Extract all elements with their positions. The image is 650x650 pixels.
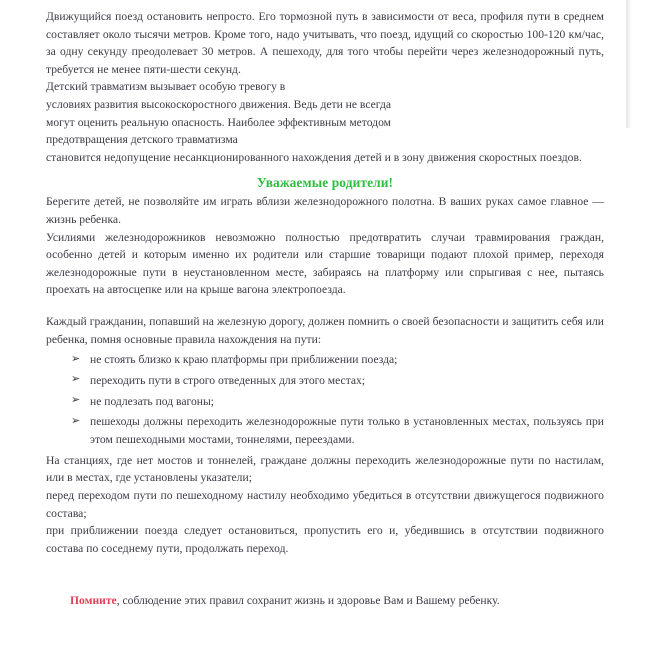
document-body (46, 8, 604, 610)
paragraph-child-injury-tail: становится недопущение несанкционированного нахождения детей и в зону движения скоростных поездов. (46, 150, 582, 164)
list-item (46, 372, 604, 390)
arrow-bullet-icon: ➢ (71, 373, 81, 386)
paragraph-child-injury-narrow: условиях развития высокоскоростного движения. Ведь дети не всегда могут оценить реальную опасность. Наиболее эффективным методом предотвращения детского травматизма (46, 97, 391, 147)
list-item-label: переходить пути в строго отведенных для этого местах; (90, 373, 366, 387)
list-item (46, 393, 604, 411)
paragraph-train-braking: Движущийся поезд остановить непросто. Его тормозной путь в зависимости от веса, профиля пути в среднем составляет около тысячи метров. Кроме того, надо учитывать, что поезд, идущий со скоростью 100-120 км/час, за одну секунду преодолевает 30 метров. А пешеходу, для того чтобы перейти через железнодорожный путь, требуется не менее пяти-шести секунд. (46, 10, 604, 76)
list-item-label: не стоять близко к краю платформы при приближении поезда; (90, 353, 398, 367)
paragraph-child-injury-line1: Детский травматизм вызывает особую тревогу в (46, 80, 286, 94)
paragraph-train-approaching: при приближении поезда следует остановиться, пропустить его и, убедившись в отсутствии подвижного состава по соседнему пути, продолжать переход. (46, 524, 604, 555)
arrow-bullet-icon: ➢ (71, 352, 81, 365)
list-item (46, 351, 604, 369)
closing-rest: , соблюдение этих правил сохранит жизнь и здоровье Вам и Вашему ребенку. (116, 594, 500, 608)
list-item-label: не подлезать под вагоны; (90, 394, 214, 408)
closing-statement (46, 592, 604, 610)
paragraph-protect-children: Берегите детей, не позволяйте им играть вблизи железнодорожного полотна. В ваших руках самое главное — жизнь ребенка. (46, 195, 604, 226)
paragraph-before-crossing: перед переходом пути по пешеходному настилу необходимо убедиться в отсутствии движущегося подвижного состава; (46, 489, 604, 520)
spacer (46, 557, 604, 591)
paragraph-every-citizen: Каждый гражданин, попавший на железную дорогу, должен помнить о своей безопасности и защитить себя или ребенка, помня основные правила нахождения на пути: (46, 314, 604, 346)
rules-list (46, 351, 604, 449)
scrollbar-edge-shadow (628, 0, 632, 128)
list-item (46, 413, 604, 448)
paragraph-stations-no-bridges: На станциях, где нет мостов и тоннелей, граждане должны переходить железнодорожные пути по настилам, или в местах, где установлены указатели; (46, 453, 604, 485)
list-item-label: пешеходы должны переходить железнодорожные пути только в установленных местах, пользуясь при этом пешеходными мостами, тоннелями, переездами. (90, 415, 604, 447)
arrow-bullet-icon: ➢ (71, 394, 81, 407)
remember-emphasis: Помните (70, 594, 117, 608)
arrow-bullet-icon: ➢ (71, 414, 81, 427)
spacer (46, 299, 604, 313)
paragraph-railway-workers: Усилиями железнодорожников невозможно полностью предотвратить случаи травмирования граждан, особенно детей и которым именно их родители или старшие товарищи подают плохой пример, переходя железнодорожные пути в неустановленном месте, забираясь на платформу или спрыгивая с нее, пытаясь проехать на автосцепке или на крыше вагона электропоезда. (46, 230, 604, 297)
page-title-parents: Уважаемые родители! (256, 175, 394, 191)
